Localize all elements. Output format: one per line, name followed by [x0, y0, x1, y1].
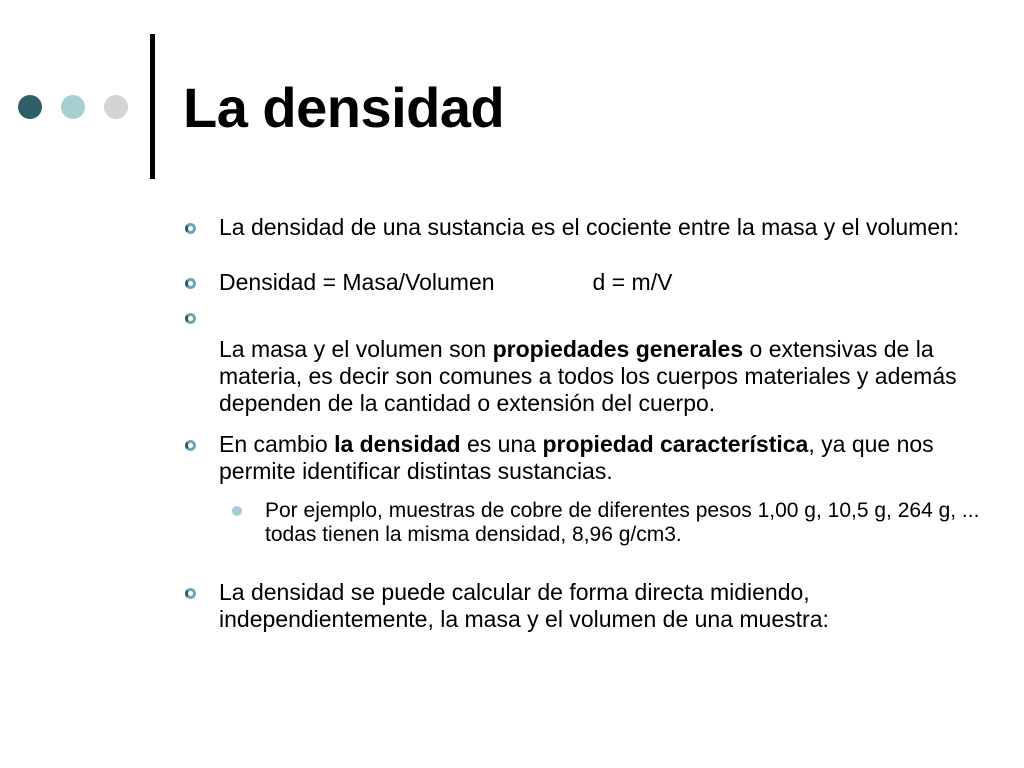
decor-dot-light [104, 95, 128, 119]
formula-symbols: d = m/V [592, 269, 673, 295]
title-divider [150, 34, 155, 179]
bullet-text: La masa y el volumen son [219, 336, 493, 362]
bullet-item-definition [183, 214, 983, 241]
slide-body [183, 214, 983, 633]
decor-dot-dark [18, 95, 42, 119]
ring-bullet-icon [185, 278, 196, 289]
sub-bullet-text: Por ejemplo, muestras de cobre de diferentes pesos 1,00 g, 10,5 g, 264 g, ... todas tienen la misma densidad, 8,96 g/cm3. [265, 499, 980, 546]
bullet-text: , ya que nos permite identificar distintas sustancias. [219, 431, 934, 484]
bold-term: propiedad característica [542, 431, 809, 457]
ring-bullet-icon [185, 223, 196, 234]
bullet-item-formula [183, 269, 983, 296]
bold-term: la densidad [334, 431, 461, 457]
ring-bullet-icon [185, 588, 196, 599]
bullet-item-direct-calculation [183, 579, 983, 633]
bold-term: propiedades generales [492, 336, 744, 362]
slide-title: La densidad [183, 76, 505, 139]
ring-bullet-icon [185, 440, 196, 451]
bullet-item-extensive-properties [183, 334, 983, 417]
formula-words: Densidad = Masa/Volumen [219, 269, 495, 295]
sub-bullet-copper-example [183, 499, 983, 547]
bullet-text: es una [460, 431, 543, 457]
bullet-text: La densidad se puede calcular de forma directa midiendo, independientemente, la masa y el volumen de una muestra: [219, 579, 829, 632]
bullet-item-characteristic-property [183, 431, 983, 485]
dot-bullet-icon [232, 506, 242, 516]
decor-dot-mid [61, 95, 85, 119]
ring-bullet-icon [185, 313, 196, 324]
bullet-text: o extensivas de la materia, es decir son comunes a todos los cuerpos materiales y además dependen de la cantidad o extensión del cuerpo. [219, 336, 957, 416]
bullet-text: La densidad de una sustancia es el cociente entre la masa y el volumen: [219, 214, 960, 240]
bullet-text: En cambio [219, 431, 335, 457]
bullet-item-empty [183, 304, 983, 331]
